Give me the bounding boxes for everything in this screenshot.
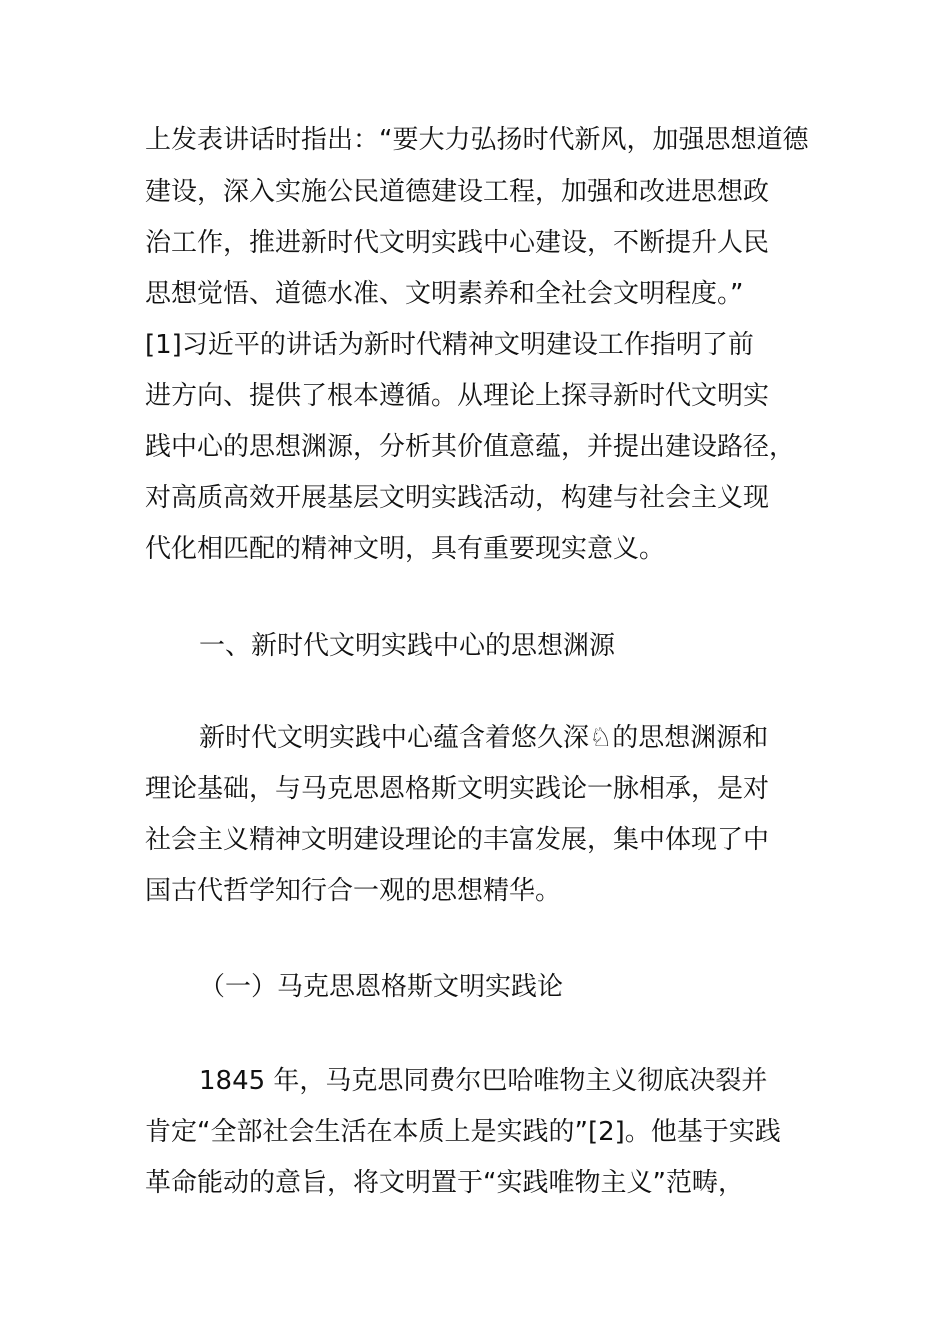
paragraph-3-line-1: 1845 年，马克思同费尔巴哈唯物主义彻底决裂并 [199,1066,768,1096]
paragraph-2-line-2: 理论基础，与马克思恩格斯文明实践论一脉相承，是对 [145,774,770,804]
paragraph-1-line-5: [1]习近平的讲话为新时代精神文明建设工作指明了前 [145,330,754,360]
paragraph-1-line-1: 上发表讲话时指出：“要大力弘扬时代新风，加强思想道德 [145,125,809,155]
paragraph-1-line-2: 建设，深入实施公民道德建设工程，加强和改进思想政 [145,177,770,207]
paragraph-3-line-2: 肯定“全部社会生活在本质上是实践的”[2]。他基于实践 [145,1117,781,1147]
subsection-heading: （一）马克思恩格斯文明实践论 [199,972,564,1002]
paragraph-3-line-3: 革命能动的意旨，将文明置于“实践唯物主义”范畴， [145,1168,744,1198]
paragraph-1-line-7: 践中心的思想渊源，分析其价值意蕴，并提出建设路径， [145,432,796,462]
paragraph-2-line-3: 社会主义精神文明建设理论的丰富发展，集中体现了中 [145,825,770,855]
paragraph-2-line-4: 国古代哲学知行合一观的思想精华。 [145,876,562,906]
paragraph-1-line-3: 治工作，推进新时代文明实践中心建设，不断提升人民 [145,228,770,258]
paragraph-2-line-1: 新时代文明实践中心蕴含着悠久深♘的思想渊源和 [199,723,769,753]
paragraph-1-line-8: 对高质高效开展基层文明实践活动，构建与社会主义现 [145,483,770,513]
paragraph-1-line-4: 思想觉悟、道德水准、文明素养和全社会文明程度。” [145,279,744,309]
paragraph-1-line-9: 代化相匹配的精神文明，具有重要现实意义。 [145,534,666,564]
paragraph-1-line-6: 进方向、提供了根本遵循。从理论上探寻新时代文明实 [145,381,770,411]
section-heading: 一、新时代文明实践中心的思想渊源 [199,631,616,661]
